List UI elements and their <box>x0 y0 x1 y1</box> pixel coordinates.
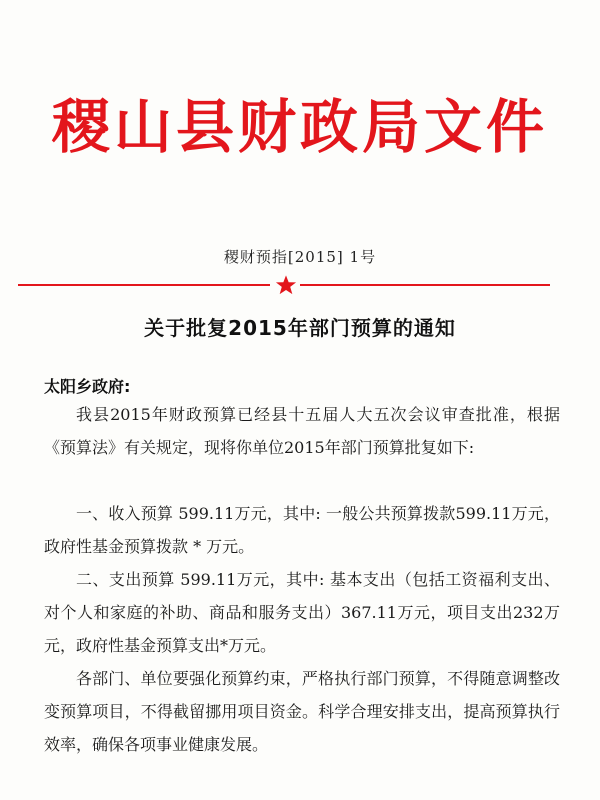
addressee: 太阳乡政府: <box>44 377 131 396</box>
divider-line-left <box>18 284 270 286</box>
body-paragraph-1: 我县2015年财政预算已经县十五届人大五次会议审查批准，根据《预算法》有关规定，现将你单位2015年部门预算批复如下: <box>44 405 560 457</box>
document-header-title: 稷山县财政局文件 <box>51 93 548 161</box>
body-paragraph-3: 二、支出预算 599.11万元，其中: 基本支出（包括工资福利支出、对个人和家庭的补助、商品和服务支出）367.11万元，项目支出232万元，政府性基金预算支出*万元。 <box>44 570 560 655</box>
star-icon <box>275 274 297 296</box>
document-number: 稷财预指[2015] 1号 <box>223 248 377 266</box>
divider-line-right <box>300 284 550 286</box>
notice-title: 关于批复2015年部门预算的通知 <box>144 316 456 340</box>
body-paragraph-4: 各部门、单位要强化预算约束，严格执行部门预算，不得随意调整改变预算项目，不得截留挪用项目资金。科学合理安排支出，提高预算执行效率，确保各项事业健康发展。 <box>44 669 560 754</box>
body-paragraph-2: 一、收入预算 599.11万元，其中: 一般公共预算拨款599.11万元，政府性基金预算拨款 * 万元。 <box>44 504 560 556</box>
header-divider <box>0 278 600 292</box>
